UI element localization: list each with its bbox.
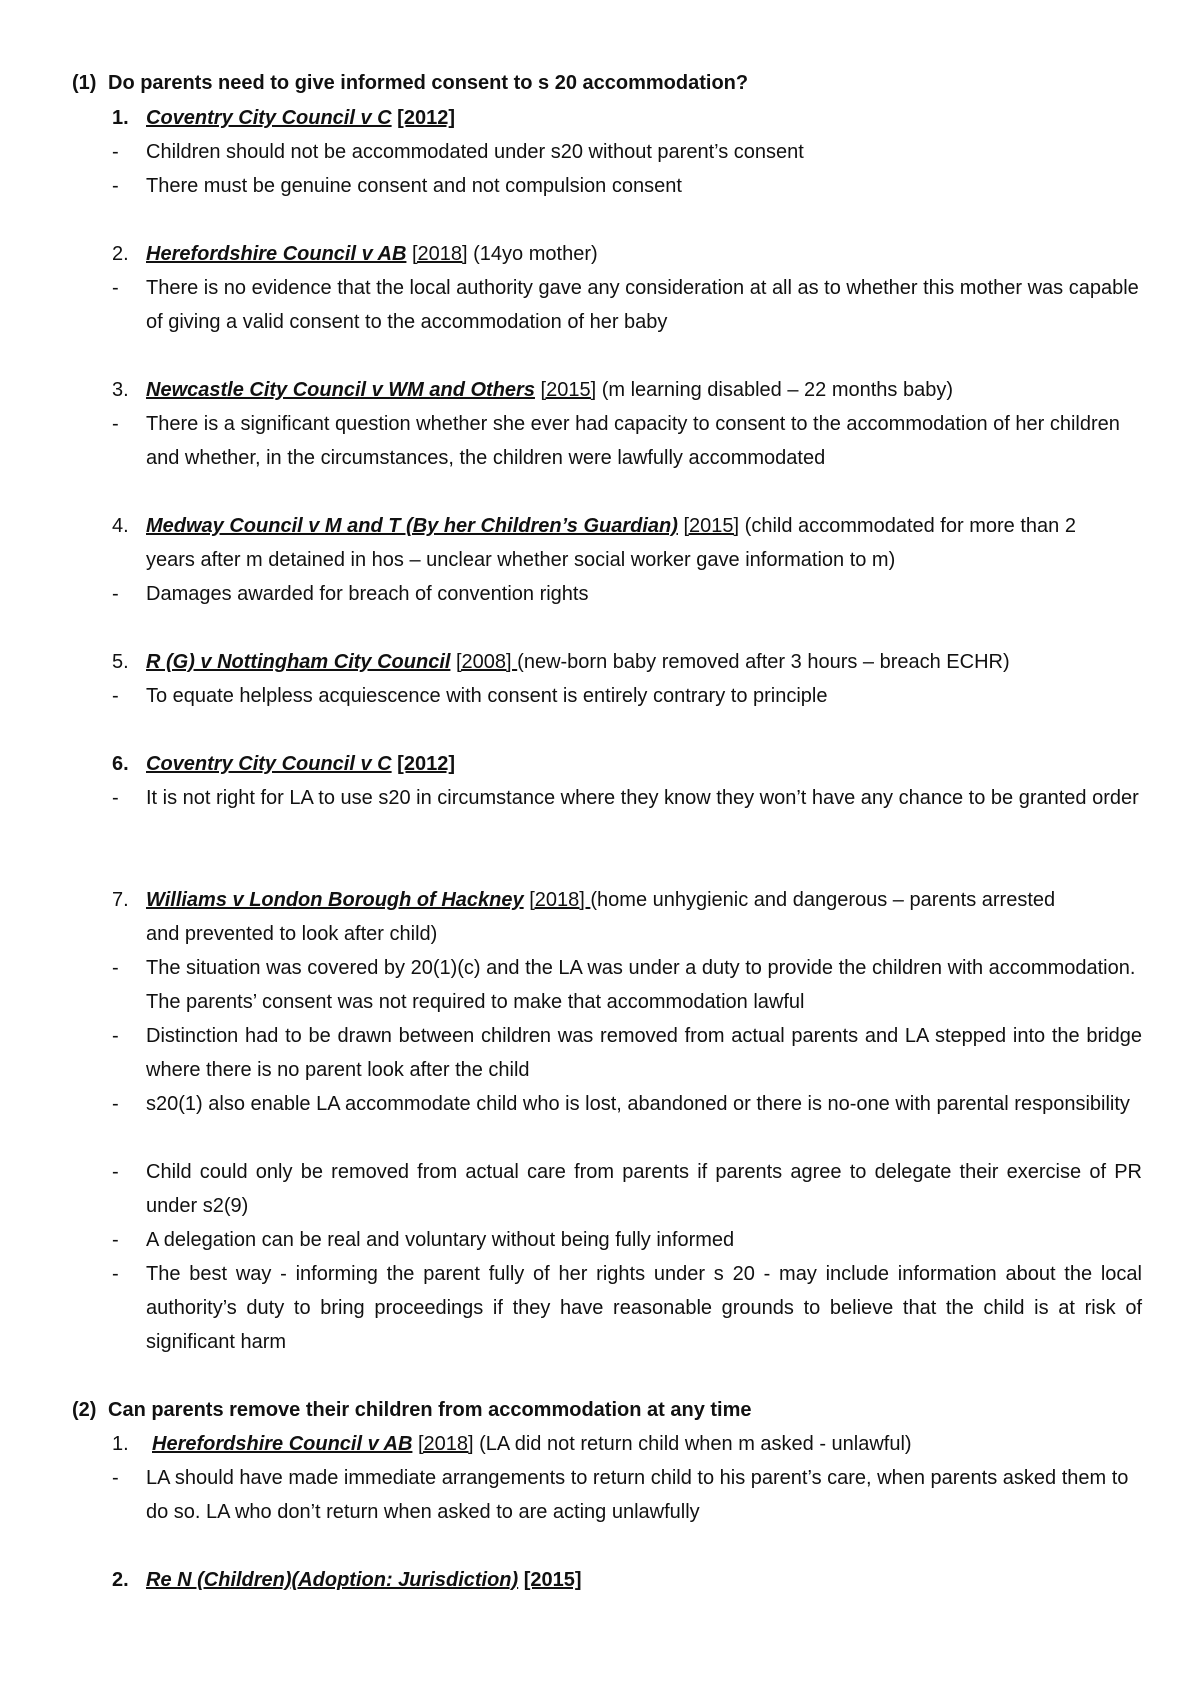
- bullet-text: It is not right for LA to use s20 in circumstance where they know they won’t have any chance to be granted order: [146, 787, 1139, 809]
- case-number: 4.: [112, 515, 129, 537]
- case-year: [2015]: [540, 379, 597, 401]
- bullet-point: - There must be genuine consent and not compulsion consent: [112, 169, 1142, 203]
- bullet-text: There is no evidence that the local authority gave any consideration at all as to whether this mother was capable of giving a valid consent to the accommodation of her baby: [146, 277, 1139, 333]
- case-note: (new-born baby removed after 3 hours – breach ECHR): [517, 651, 1010, 673]
- case-year: [2012]: [397, 753, 455, 775]
- bullet-text: There must be genuine consent and not compulsion consent: [146, 175, 682, 197]
- case-title: Medway Council v M and T (By her Children’s Guardian): [146, 515, 678, 537]
- case-number: 2.: [112, 1569, 129, 1591]
- case-title: Re N (Children)(Adoption: Jurisdiction): [146, 1569, 519, 1591]
- case-year: [2012]: [397, 107, 455, 129]
- bullet-point: - It is not right for LA to use s20 in circumstance where they know they won’t have any chance to be granted order: [112, 781, 1142, 815]
- case-note-continuation: years after m detained in hos – unclear whether social worker gave information to m): [146, 549, 896, 571]
- case-note: (14yo mother): [467, 243, 598, 265]
- bullet-point: - Damages awarded for breach of convention rights: [112, 577, 1142, 611]
- case-year: [2018]: [417, 1433, 474, 1455]
- bullet-text: There is a significant question whether she ever had capacity to consent to the accommodation of her children and whether, in the circumstances, the children were lawfully accommodated: [146, 413, 1120, 469]
- bullet-text: LA should have made immediate arrangements to return child to his parent’s care, when parents asked them to do so. LA who don’t return when asked to are acting unlawfully: [146, 1467, 1129, 1523]
- case-note: (child accommodated for more than 2: [739, 515, 1076, 537]
- case-title: Coventry City Council v C: [146, 107, 392, 129]
- section-1-heading: [72, 66, 748, 100]
- bullet-text: Distinction had to be drawn between children was removed from actual parents and LA stepped into the bridge where there is no parent look after the child: [146, 1025, 1142, 1081]
- bullet-point: - Child could only be removed from actual care from parents if parents agree to delegate their exercise of PR under s2(9): [112, 1155, 1142, 1223]
- case-number: 2.: [112, 243, 129, 265]
- case-title: Herefordshire Council v AB: [152, 1433, 413, 1455]
- bullet-point: - The situation was covered by 20(1)(c) and the LA was under a duty to provide the children with accommodation. The parents’ consent was not required to make that accommodation lawful: [112, 951, 1142, 1019]
- section-2-title: Can parents remove their children from accommodation at any time: [108, 1399, 752, 1421]
- case-number: 1.: [112, 1433, 129, 1455]
- section-1-title: Do parents need to give informed consent to s 20 accommodation?: [108, 72, 749, 94]
- case-note-continuation: and prevented to look after child): [146, 923, 438, 945]
- case-title: Newcastle City Council v WM and Others: [146, 379, 535, 401]
- case-number: 1.: [112, 107, 129, 129]
- bullet-text: s20(1) also enable LA accommodate child who is lost, abandoned or there is no-one with parental responsibility: [146, 1093, 1130, 1115]
- bullet-text: A delegation can be real and voluntary without being fully informed: [146, 1229, 735, 1251]
- bullet-text: The situation was covered by 20(1)(c) and the LA was under a duty to provide the children with accommodation. The parents’ consent was not required to make that accommodation lawful: [146, 957, 1136, 1013]
- bullet-point: - There is no evidence that the local authority gave any consideration at all as to whether this mother was capable of giving a valid consent to the accommodation of her baby: [112, 271, 1142, 339]
- bullet-text: The best way - informing the parent fully of her rights under s 20 - may include information about the local authority’s duty to bring proceedings if they have reasonable grounds to believe that the child is at risk of significant harm: [146, 1263, 1142, 1353]
- bullet-point: - s20(1) also enable LA accommodate child who is lost, abandoned or there is no-one with parental responsibility: [112, 1087, 1142, 1121]
- bullet-text: Child could only be removed from actual care from parents if parents agree to delegate their exercise of PR under s2(9): [146, 1161, 1142, 1217]
- case-number: 6.: [112, 753, 129, 775]
- bullet-text: Children should not be accommodated under s20 without parent’s consent: [146, 141, 804, 163]
- case-note: (home unhygienic and dangerous – parents arrested: [590, 889, 1056, 911]
- bullet-point: - There is a significant question whether she ever had capacity to consent to the accommodation of her children and whether, in the circumstances, the children were lawfully accommodated: [112, 407, 1142, 475]
- case-title: R (G) v Nottingham City Council: [146, 651, 451, 673]
- bullet-point: - To equate helpless acquiescence with consent is entirely contrary to principle: [112, 679, 1142, 713]
- section-2-number: (2): [72, 1399, 97, 1421]
- case-year: [2018]: [411, 243, 468, 265]
- section-2-heading: [72, 1393, 752, 1427]
- case-title: Herefordshire Council v AB: [146, 243, 407, 265]
- case-year: [2015]: [523, 1569, 582, 1591]
- case-title: Coventry City Council v C: [146, 753, 392, 775]
- case-number: 5.: [112, 651, 129, 673]
- bullet-point: - The best way - informing the parent fully of her rights under s 20 - may include information about the local authority’s duty to bring proceedings if they have reasonable grounds to believe that the child is at risk of significant harm: [112, 1257, 1142, 1359]
- section-1-number: (1): [72, 72, 97, 94]
- case-title: Williams v London Borough of Hackney: [146, 889, 524, 911]
- case-year: [2018]: [529, 889, 591, 911]
- case-note: (m learning disabled – 22 months baby): [596, 379, 954, 401]
- case-number: 7.: [112, 889, 129, 911]
- bullet-point: - LA should have made immediate arrangements to return child to his parent’s care, when parents asked them to do so. LA who don’t return when asked to are acting unlawfully: [112, 1461, 1142, 1529]
- bullet-point: - Distinction had to be drawn between children was removed from actual parents and LA stepped into the bridge where there is no parent look after the child: [112, 1019, 1142, 1087]
- case-note: (LA did not return child when m asked - unlawful): [473, 1433, 912, 1455]
- bullet-point: - A delegation can be real and voluntary without being fully informed: [112, 1223, 1142, 1257]
- case-number: 3.: [112, 379, 129, 401]
- bullet-text: To equate helpless acquiescence with consent is entirely contrary to principle: [146, 685, 828, 707]
- bullet-point: - Children should not be accommodated under s20 without parent’s consent: [112, 135, 1142, 169]
- case-year: [2015]: [683, 515, 740, 537]
- case-year: [2008]: [456, 651, 518, 673]
- bullet-text: Damages awarded for breach of convention rights: [146, 583, 589, 605]
